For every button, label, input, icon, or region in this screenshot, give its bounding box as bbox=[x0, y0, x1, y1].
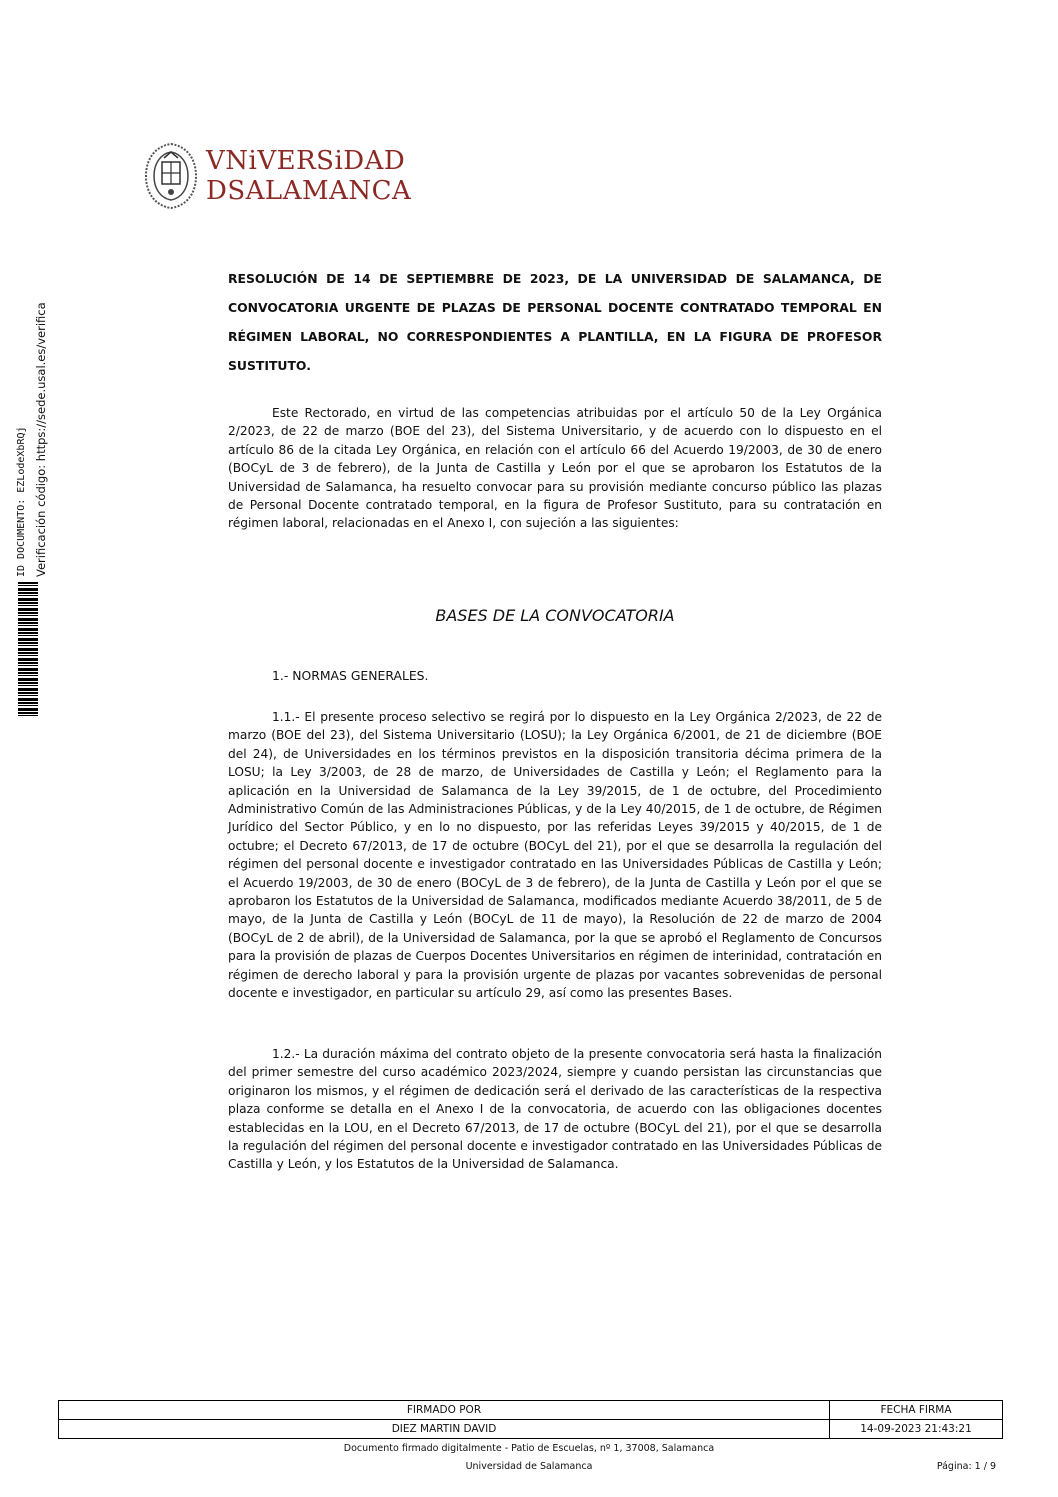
title-last-line: SUSTITUTO. bbox=[228, 358, 311, 373]
signature-date-header: FECHA FIRMA bbox=[830, 1401, 1003, 1420]
page-number: Página: 1 / 9 bbox=[936, 1461, 996, 1472]
barcode-icon bbox=[18, 582, 38, 718]
logo-wordmark bbox=[206, 146, 411, 206]
title-main: RESOLUCIÓN DE 14 DE SEPTIEMBRE DE 2023, DE LA UNIVERSIDAD DE SALAMANCA, DE CONVOCATORIA URGENTE DE PLAZAS DE PERSONAL DOCENTE CONTRATADO TEMPORAL EN RÉGIMEN LABORAL, NO CORRESPONDIENTES A PLANTILLA, EN LA FIGURA DE PROFESOR bbox=[228, 271, 882, 344]
footer-institution: Universidad de Salamanca bbox=[465, 1461, 593, 1472]
section-heading: 1.- NORMAS GENERALES. bbox=[272, 668, 429, 683]
intro-paragraph bbox=[228, 404, 882, 533]
intro-text: Este Rectorado, en virtud de las competencias atribuidas por el artículo 50 de la Ley Orgánica 2/2023, de 22 de marzo (BOE del 23), del Sistema Universitario, y de acuerdo con lo dispuesto en el artículo 86 de la citada Ley Orgánica, en relación con el artículo 66 del Acuerdo 19/2003, de 30 de enero (BOCyL de 3 de febrero), de la Junta de Castilla y León por el que se aprobaron los Estatutos de la Universidad de Salamanca, ha resuelto convocar para su provisión mediante concurso público las plazas de Personal Docente contratado temporal, en la figura de Profesor Sustituto, para su contratación en régimen laboral, relacionadas en el Anexo I, con sujeción a las siguientes: bbox=[228, 406, 882, 531]
university-seal-icon bbox=[140, 140, 202, 212]
signature-date: 14-09-2023 21:43:21 bbox=[830, 1420, 1003, 1439]
signed-by-header: FIRMADO POR bbox=[59, 1401, 830, 1420]
logo-line-1: VNiVERSiDAD bbox=[206, 146, 406, 176]
table-row bbox=[59, 1420, 1003, 1439]
verification-link[interactable]: Verificación código: https://sede.usal.es/verifica bbox=[34, 302, 48, 577]
university-logo bbox=[140, 140, 412, 212]
logo-line-2: DSALAMANCA bbox=[206, 176, 412, 206]
signer-name: DIEZ MARTIN DAVID bbox=[59, 1420, 830, 1439]
paragraph-1-2-text: 1.2.- La duración máxima del contrato objeto de la presente convocatoria será hasta la finalización del primer semestre del curso académico 2023/2024, siempre y cuando persistan las circunstancias que originaron los mismos, y el régimen de dedicación será el derivado de las características de la respectiva plaza conforme se detalla en el Anexo I de la convocatoria, de acuerdo con las obligaciones docentes establecidas en la LOU, en el Decreto 67/2013, de 17 de octubre (BOCyL del 21), por el que se desarrolla la regulación del régimen del personal docente e investigador contratado en las Universidades Públicas de Castilla y León, y los Estatutos de la Universidad de Salamanca. bbox=[228, 1047, 882, 1172]
footer-address: Documento firmado digitalmente - Patio de Escuelas, nº 1, 37008, Salamanca bbox=[343, 1443, 715, 1454]
paragraph-1-1 bbox=[228, 708, 882, 1003]
bases-heading: BASES DE LA CONVOCATORIA bbox=[435, 606, 675, 625]
table-row bbox=[59, 1401, 1003, 1420]
paragraph-1-1-text: 1.1.- El presente proceso selectivo se regirá por lo dispuesto en la Ley Orgánica 2/2023, de 22 de marzo (BOE del 23), del Sistema Universitario (LOSU); la Ley Orgánica 6/2001, de 21 de diciembre (BOE del 24), de Universidades en los términos previstos en la disposición transitoria décima primera de la LOSU; la Ley 3/2003, de 28 de marzo, de Universidades de Castilla y León; el Reglamento para la aplicación en la Universidad de Salamanca de la Ley 39/2015, de 1 de octubre, del Procedimiento Administrativo Común de las Administraciones Públicas, y de la Ley 40/2015, de 1 de octubre, de Régimen Jurídico del Sector Público, y en lo no dispuesto, por las referidas Leyes 39/2015 y 40/2015, de 1 de octubre; el Decreto 67/2013, de 17 de octubre (BOCyL del 21), por el que se desarrolla la regulación del régimen del personal docente e investigador contratado en las Universidades Públicas de Castilla y León; el Acuerdo 19/2003, de 30 de enero (BOCyL de 3 de febrero), de la Junta de Castilla y León por el que se aprobaron los Estatutos de la Universidad de Salamanca, modificados mediante Acuerdo 38/2011, de 5 de mayo, de la Junta de Castilla y León (BOCyL de 11 de mayo), la Resolución de 22 de marzo de 2004 (BOCyL de 2 de abril), de la Universidad de Salamanca, por la que se aprobó el Reglamento de Concursos para la provisión de plazas de Cuerpos Docentes Universitarios en régimen de interinidad, contratación en régimen de derecho laboral y para la provisión urgente de plazas por vacantes sobrevenidas de personal docente e investigador, en particular su artículo 29, así como las presentes Bases. bbox=[228, 710, 882, 1001]
signature-table bbox=[58, 1400, 1003, 1439]
paragraph-1-2 bbox=[228, 1045, 882, 1174]
document-title bbox=[228, 264, 882, 380]
document-id-text: ID DOCUMENTO: EZLodeXbRQj bbox=[16, 426, 27, 577]
